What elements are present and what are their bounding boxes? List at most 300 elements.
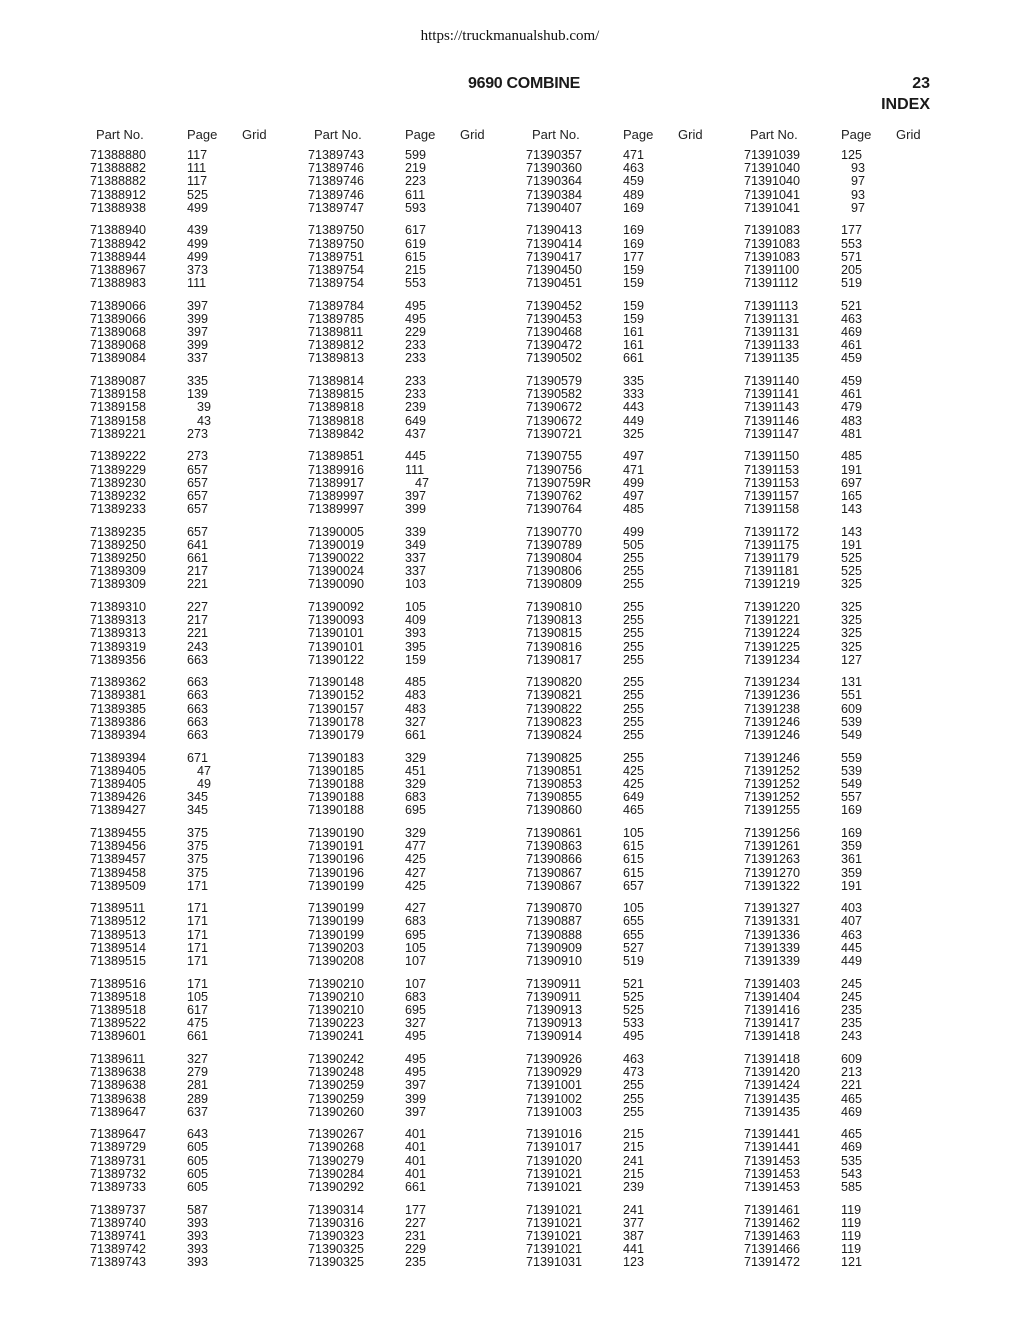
page-ref: 171 (187, 927, 209, 942)
part-number: 71389638 (90, 1078, 147, 1093)
page-ref: 107 (405, 976, 427, 991)
page-ref: 495 (405, 1029, 427, 1044)
page-ref: 499 (623, 524, 645, 539)
page-ref: 649 (405, 413, 427, 428)
page-ref: 449 (841, 954, 863, 969)
part-number: 71389813 (308, 351, 365, 366)
part-number: 71390413 (526, 223, 583, 238)
part-number: 71390806 (526, 564, 583, 579)
part-number: 71389250 (90, 537, 147, 552)
part-number: 71391016 (526, 1127, 583, 1142)
index-row (308, 703, 518, 716)
page-ref: 443 (623, 400, 645, 415)
page-ref: 539 (841, 763, 863, 778)
part-number: 71391238 (744, 701, 801, 716)
part-number: 71391113 (744, 298, 799, 313)
grid-header: Grid (678, 127, 703, 142)
page-ref: 161 (623, 325, 645, 340)
part-number: 71391246 (744, 728, 801, 743)
index-row (744, 175, 954, 188)
part-number: 71391021 (526, 1228, 583, 1243)
page-ref: 619 (405, 236, 427, 251)
page-ref: 243 (841, 1029, 863, 1044)
index-row (744, 1093, 954, 1106)
part-no-header: Part No. (532, 127, 580, 142)
index-row (308, 189, 518, 202)
page-ref: 697 (841, 475, 863, 490)
part-number: 71390208 (308, 954, 365, 969)
page-ref: 241 (623, 1202, 645, 1217)
source-url[interactable]: https://truckmanualshub.com/ (420, 28, 600, 44)
page-ref: 695 (405, 927, 427, 942)
part-number: 71390453 (526, 311, 583, 326)
part-number: 71390259 (308, 1091, 365, 1106)
part-number: 71390279 (308, 1153, 365, 1168)
part-number: 71389310 (90, 599, 147, 614)
index-row (744, 251, 954, 264)
part-number: 71390913 (526, 1016, 583, 1031)
page-ref: 143 (841, 502, 863, 517)
page-ref: 359 (841, 865, 863, 880)
page-ref: 361 (841, 852, 863, 867)
part-number: 71390178 (308, 714, 365, 729)
part-number: 71390468 (526, 325, 583, 340)
entry-group (308, 300, 518, 366)
index-row (308, 1079, 518, 1092)
page-ref: 683 (405, 914, 427, 929)
page-ref: 611 (405, 187, 426, 202)
page-ref: 593 (405, 200, 427, 215)
index-row (744, 277, 954, 290)
part-number: 71390813 (526, 613, 583, 628)
index-row (526, 578, 736, 591)
part-number: 71391252 (744, 763, 801, 778)
page-ref: 93 (850, 187, 865, 202)
part-number: 71389230 (90, 475, 147, 490)
entry-group (308, 978, 518, 1044)
index-row (90, 202, 300, 215)
part-number: 71390452 (526, 298, 583, 313)
part-number: 71390101 (308, 626, 365, 641)
part-number: 71390824 (526, 728, 583, 743)
part-number: 71391462 (744, 1215, 801, 1230)
entry-group (308, 902, 518, 968)
index-row (90, 1030, 300, 1043)
page-ref: 459 (841, 373, 863, 388)
index-row (744, 1256, 954, 1269)
part-number: 71389742 (90, 1242, 147, 1257)
part-number: 71389638 (90, 1091, 147, 1106)
page-ref: 615 (405, 249, 427, 264)
page-ref: 495 (623, 1029, 645, 1044)
page-ref: 217 (187, 613, 209, 628)
page-ref: 477 (405, 839, 427, 854)
page-ref: 499 (187, 236, 209, 251)
page-ref: 521 (841, 298, 863, 313)
page-ref: 497 (623, 449, 645, 464)
index-row (308, 929, 518, 942)
index-row (744, 1030, 954, 1043)
index-row (90, 1204, 300, 1217)
page-ref: 473 (623, 1065, 645, 1080)
index-row (526, 1141, 736, 1154)
part-number: 71390822 (526, 701, 583, 716)
part-number: 71390825 (526, 750, 583, 765)
page-ref: 191 (841, 462, 863, 477)
page-ref: 519 (841, 276, 863, 291)
page-ref: 325 (841, 599, 863, 614)
page-ref: 373 (187, 262, 209, 277)
page-ref: 213 (841, 1065, 863, 1080)
part-number: 71390259 (308, 1078, 365, 1093)
page-ref: 449 (623, 413, 645, 428)
index-row (308, 277, 518, 290)
column-header (308, 125, 518, 149)
part-number: 71389386 (90, 714, 147, 729)
page-ref: 695 (405, 1002, 427, 1017)
part-number: 71389456 (90, 839, 147, 854)
index-row (90, 991, 300, 1004)
page-ref: 255 (623, 551, 645, 566)
part-number: 71389233 (90, 502, 147, 517)
part-number: 71389754 (308, 276, 365, 291)
page-ref: 119 (841, 1228, 862, 1243)
page-ref: 105 (187, 989, 209, 1004)
index-row (90, 189, 300, 202)
page-ref: 245 (841, 989, 863, 1004)
page-ref: 461 (841, 387, 863, 402)
part-number: 71389222 (90, 449, 147, 464)
part-number: 71390851 (526, 763, 583, 778)
part-number: 71391424 (744, 1078, 801, 1093)
part-number: 71391339 (744, 954, 801, 969)
index-row (526, 526, 736, 539)
page-ref: 165 (841, 488, 863, 503)
page-ref: 105 (405, 940, 427, 955)
index-row (526, 804, 736, 817)
part-number: 71390861 (526, 825, 583, 840)
page-header: Page (841, 127, 872, 142)
part-number: 71391453 (744, 1166, 801, 1181)
page-ref: 255 (623, 1104, 645, 1119)
index-row (90, 867, 300, 880)
page-ref: 375 (187, 825, 209, 840)
part-number: 71391131 (744, 325, 800, 340)
page-ref: 481 (841, 426, 863, 441)
page-ref: 495 (405, 298, 427, 313)
grid-header: Grid (896, 127, 921, 142)
page-ref: 169 (623, 223, 645, 238)
part-number: 71389426 (90, 790, 147, 805)
page-ref: 117 (187, 148, 208, 162)
page-ref: 615 (623, 839, 645, 854)
entry-group (526, 149, 736, 215)
index-row (526, 752, 736, 765)
page-ref: 439 (187, 223, 209, 238)
page-ref: 425 (623, 777, 645, 791)
part-number: 71390472 (526, 338, 583, 353)
part-number: 71389814 (308, 373, 365, 388)
part-number: 71391147 (744, 426, 800, 441)
index-row (526, 991, 736, 1004)
page-ref: 657 (187, 488, 209, 503)
index-row (308, 654, 518, 667)
index-row (744, 654, 954, 667)
index-row (90, 654, 300, 667)
page-ref: 235 (405, 1255, 427, 1270)
part-number: 71390414 (526, 236, 583, 251)
index-row (308, 641, 518, 654)
index-row (90, 804, 300, 817)
page-ref: 345 (187, 790, 209, 805)
part-number: 71390863 (526, 839, 583, 854)
part-number: 71390196 (308, 865, 365, 880)
part-number: 71389811 (308, 325, 364, 340)
part-number: 71389394 (90, 728, 147, 743)
part-number: 71391224 (744, 626, 801, 641)
index-row (526, 929, 736, 942)
index-row (526, 867, 736, 880)
part-number: 71389518 (90, 989, 147, 1004)
page-ref: 425 (623, 763, 645, 778)
entry-group (744, 827, 954, 893)
part-number: 71391466 (744, 1242, 801, 1257)
index-row (744, 352, 954, 365)
part-number: 71389513 (90, 927, 147, 942)
page-ref: 401 (405, 1140, 427, 1155)
page-ref: 255 (623, 564, 645, 579)
index-row (526, 352, 736, 365)
column-header (526, 125, 736, 149)
part-number: 71391403 (744, 976, 801, 991)
index-row (308, 1030, 518, 1043)
page-ref: 171 (187, 901, 209, 916)
part-number: 71390887 (526, 914, 583, 929)
index-row (526, 978, 736, 991)
page-ref: 657 (187, 475, 209, 490)
page-ref: 397 (405, 1078, 427, 1093)
index-row (744, 526, 954, 539)
entry-group (90, 1053, 300, 1119)
part-number: 71390210 (308, 989, 365, 1004)
part-number: 71389740 (90, 1215, 147, 1230)
part-number: 71391181 (744, 564, 800, 579)
part-number: 71389427 (90, 803, 147, 818)
page-title: 9690 COMBINE (468, 75, 580, 92)
entry-group (90, 978, 300, 1044)
page-ref: 329 (405, 825, 427, 840)
page-ref: 557 (841, 790, 863, 805)
part-number: 71389731 (90, 1153, 147, 1168)
entry-group (744, 1053, 954, 1119)
page-ref: 551 (841, 688, 863, 703)
page-ref: 485 (623, 502, 645, 517)
part-number: 71391175 (744, 537, 800, 552)
entry-group (308, 224, 518, 290)
index-row (744, 1155, 954, 1168)
page-ref: 325 (623, 426, 645, 441)
part-number: 71391041 (744, 187, 801, 202)
index-row (526, 703, 736, 716)
page-ref: 461 (841, 338, 863, 353)
entry-group (90, 827, 300, 893)
part-number: 71390672 (526, 400, 583, 415)
page-ref: 255 (623, 639, 645, 654)
part-number: 71390183 (308, 750, 365, 765)
part-number: 71388880 (90, 148, 147, 162)
page-ref: 637 (187, 1104, 209, 1119)
entry-group (90, 601, 300, 667)
page-ref: 519 (623, 954, 645, 969)
part-number: 71389458 (90, 865, 147, 880)
page-ref: 227 (405, 1215, 427, 1230)
page-ref: 671 (187, 750, 209, 765)
entry-group (744, 752, 954, 818)
part-number: 71390855 (526, 790, 583, 805)
part-number: 71391221 (744, 613, 801, 628)
page-ref: 495 (405, 311, 427, 326)
page-ref: 397 (187, 325, 209, 340)
page-ref: 337 (187, 351, 209, 366)
page-ref: 221 (187, 626, 209, 641)
page-ref: 499 (623, 475, 645, 490)
page-ref: 643 (187, 1127, 209, 1142)
index-entries (90, 149, 300, 1270)
part-number: 71390360 (526, 161, 583, 176)
page-ref: 227 (187, 599, 209, 614)
part-number: 71391270 (744, 865, 801, 880)
part-number: 71391140 (744, 373, 800, 388)
index-row (90, 238, 300, 251)
part-number: 71391322 (744, 878, 801, 893)
part-number: 71391336 (744, 927, 801, 942)
page-ref: 425 (405, 878, 427, 893)
part-number: 71391021 (526, 1242, 583, 1257)
index-row (308, 978, 518, 991)
page-ref: 465 (841, 1127, 863, 1142)
page-ref: 241 (623, 1153, 645, 1168)
page-ref: 125 (841, 148, 863, 162)
part-number: 71390188 (308, 777, 365, 791)
page-ref: 105 (405, 599, 427, 614)
page-ref: 47 (414, 475, 429, 490)
page-ref: 463 (841, 311, 863, 326)
entry-group (308, 1204, 518, 1270)
page-ref: 585 (841, 1180, 863, 1195)
index-row (744, 880, 954, 893)
part-number: 71389611 (90, 1051, 146, 1066)
part-number: 71390019 (308, 537, 365, 552)
part-number: 71390756 (526, 462, 583, 477)
part-number: 71390268 (308, 1140, 365, 1155)
page-ref: 169 (623, 200, 645, 215)
page-ref: 571 (841, 249, 863, 264)
index-row (308, 251, 518, 264)
part-number: 71390789 (526, 537, 583, 552)
page-ref: 231 (405, 1228, 427, 1243)
page-ref: 337 (405, 551, 427, 566)
index-row (308, 991, 518, 1004)
part-number: 71390384 (526, 187, 583, 202)
page-ref: 255 (623, 1078, 645, 1093)
index-row (526, 955, 736, 968)
page-ref: 327 (405, 1016, 427, 1031)
page-ref: 335 (623, 373, 645, 388)
index-row (744, 1204, 954, 1217)
part-number: 71390090 (308, 577, 365, 592)
part-number: 71391461 (744, 1202, 801, 1217)
page-ref: 549 (841, 728, 863, 743)
part-number: 71390179 (308, 728, 365, 743)
part-number: 71391040 (744, 174, 801, 189)
part-number: 71391234 (744, 652, 801, 667)
page-ref: 339 (405, 524, 427, 539)
entry-group (744, 676, 954, 742)
page-ref: 605 (187, 1140, 209, 1155)
part-number: 71391041 (744, 200, 801, 215)
index-row (308, 401, 518, 414)
part-number: 71391225 (744, 639, 801, 654)
index-row (526, 464, 736, 477)
page-ref: 255 (623, 599, 645, 614)
page-ref: 459 (841, 351, 863, 366)
part-number: 71389842 (308, 426, 365, 441)
part-number: 71389746 (308, 174, 365, 189)
part-number: 71391453 (744, 1180, 801, 1195)
part-number: 71390502 (526, 351, 583, 366)
part-number: 71390817 (526, 652, 583, 667)
index-row (90, 578, 300, 591)
entry-group (90, 450, 300, 516)
entry-group (526, 978, 736, 1044)
page-ref: 483 (841, 413, 863, 428)
page-ref: 399 (187, 338, 209, 353)
page-ref: 169 (841, 825, 863, 840)
part-number: 71391441 (744, 1127, 801, 1142)
part-number: 71391157 (744, 488, 800, 503)
part-no-header: Part No. (750, 127, 798, 142)
index-row (90, 703, 300, 716)
page-ref: 325 (841, 613, 863, 628)
index-row (308, 955, 518, 968)
part-number: 71391472 (744, 1255, 801, 1270)
entry-group (744, 1128, 954, 1194)
part-number: 71389221 (90, 426, 147, 441)
part-number: 71391040 (744, 161, 801, 176)
page-ref: 327 (405, 714, 427, 729)
part-number: 71389512 (90, 914, 147, 929)
entry-group (744, 902, 954, 968)
index-row (90, 401, 300, 414)
part-number: 71391234 (744, 675, 801, 690)
index-row (744, 752, 954, 765)
part-number: 71391418 (744, 1051, 801, 1066)
index-row (90, 929, 300, 942)
page-ref: 375 (187, 852, 209, 867)
index-row (526, 1093, 736, 1106)
part-number: 71390325 (308, 1255, 365, 1270)
page-ref: 397 (187, 298, 209, 313)
page-ref: 345 (187, 803, 209, 818)
part-number: 71391131 (744, 311, 800, 326)
index-row (526, 1181, 736, 1194)
index-row (526, 189, 736, 202)
index-row (308, 1256, 518, 1269)
part-number: 71391417 (744, 1016, 801, 1031)
index-row (744, 1106, 954, 1119)
index-row (308, 477, 518, 490)
part-number: 71391083 (744, 223, 801, 238)
